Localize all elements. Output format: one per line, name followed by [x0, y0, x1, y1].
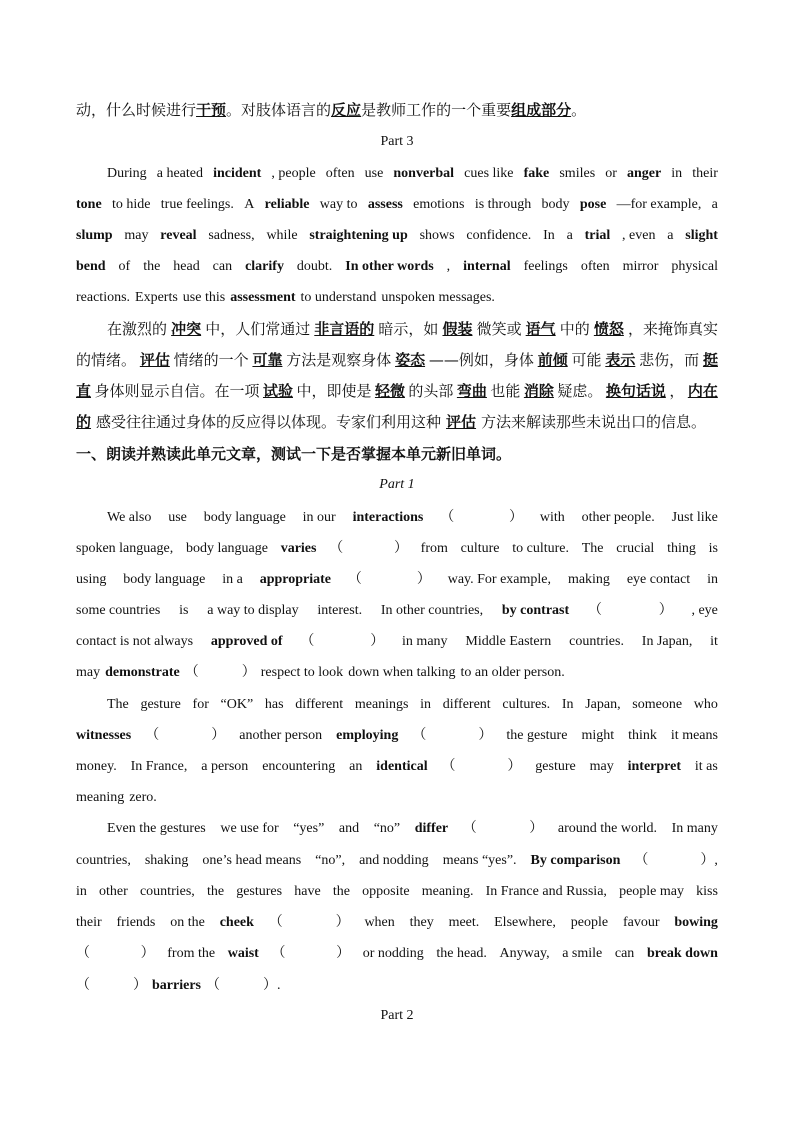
underlined-term: 前倾: [537, 351, 568, 369]
text-run: feelings: [523, 259, 568, 274]
text-run: The: [107, 697, 129, 712]
keyword: barriers: [152, 978, 201, 993]
text-run: 是教师工作的一个重要: [361, 101, 512, 119]
part1-line: [76, 602, 718, 620]
answer-blank-bracket: （: [76, 978, 90, 993]
part1-line: [107, 509, 718, 527]
text-run: a: [711, 197, 718, 212]
keyword: tone: [76, 197, 102, 212]
text-run: use this: [182, 290, 226, 305]
answer-blank-bracket: ）: [507, 759, 522, 774]
part1-line: [76, 727, 718, 745]
underlined-term: 愤怒: [593, 320, 624, 338]
text-run: contact is not always: [76, 634, 194, 649]
text-run: to culture.: [512, 541, 569, 556]
text-run: ,: [446, 259, 451, 274]
part2-title: Part 2: [380, 1008, 414, 1023]
answer-blank-bracket: ）: [335, 915, 350, 930]
keyword: nonverbal: [393, 166, 455, 181]
keyword: assessment: [230, 290, 296, 305]
underlined-term: 评估: [139, 351, 170, 369]
part3-en-line: [76, 289, 718, 307]
text-run: other people.: [581, 510, 655, 525]
underlined-term: 语气: [525, 320, 556, 338]
text-run: 的情绪。: [76, 351, 137, 369]
text-run: gesture: [535, 759, 576, 774]
underlined-term: 弯曲: [456, 382, 487, 400]
answer-blank-bracket: ）: [658, 603, 673, 618]
text-run: “no”,: [315, 853, 346, 868]
underlined-term: 表示: [605, 351, 636, 369]
part3-en-line: [76, 196, 718, 214]
text-run: to an older person.: [460, 665, 565, 680]
text-run: reactions.: [76, 290, 131, 305]
text-run: way to: [319, 197, 358, 212]
text-run: spoken language,: [76, 541, 174, 556]
keyword: anger: [626, 166, 662, 181]
text-run: —for example,: [616, 197, 702, 212]
text-run: in: [420, 697, 432, 712]
text-run: thing: [667, 541, 696, 556]
text-run: 中，即使是: [296, 382, 372, 400]
answer-blank-bracket: ）: [370, 634, 385, 649]
text-run: In many: [671, 821, 718, 836]
answer-blank-bracket: （: [347, 572, 362, 587]
text-run: to hide: [111, 197, 151, 212]
text-run: way. For example,: [447, 572, 552, 587]
text-run: friends: [116, 915, 156, 930]
part1-line: [76, 852, 718, 870]
text-run: a way to display: [207, 603, 299, 618]
keyword: bend: [76, 259, 106, 274]
text-run: is: [179, 603, 189, 618]
underlined-term: 轻微: [374, 382, 405, 400]
text-run: 动，什么时候进行: [76, 101, 197, 119]
text-run: in: [76, 884, 87, 899]
part1-line: [76, 789, 718, 807]
answer-blank-bracket: ）: [393, 541, 408, 556]
text-run: body: [541, 197, 570, 212]
text-run: respect to look: [260, 665, 344, 680]
text-run: 。对肢体语言的: [226, 101, 332, 119]
answer-blank-bracket: （: [634, 853, 649, 868]
text-run: Japan,: [585, 697, 621, 712]
text-run: think: [628, 728, 657, 743]
part3-cn-line: [76, 351, 718, 369]
text-run: eye contact: [626, 572, 691, 587]
text-run: We also: [107, 510, 152, 525]
text-run: body language: [185, 541, 268, 556]
text-run: In France and Russia,: [485, 884, 607, 899]
answer-blank-bracket: （: [440, 510, 455, 525]
text-run: use: [168, 510, 187, 525]
text-run: 的头部: [408, 382, 454, 400]
answer-blank-bracket: （: [329, 541, 344, 556]
text-run: money.: [76, 759, 117, 774]
text-run: people may: [619, 884, 684, 899]
text-run: one’s head means: [202, 853, 302, 868]
underlined-term: 组成部分: [511, 101, 572, 119]
text-run: 微笑或: [476, 320, 522, 338]
keyword: trial: [584, 228, 611, 243]
keyword: appropriate: [259, 572, 332, 587]
text-run: 暗示，如: [378, 320, 439, 338]
text-run: , even: [622, 228, 656, 243]
text-run: sadness,: [208, 228, 255, 243]
underlined-term: 直: [76, 382, 92, 400]
text-run: 情绪的一个: [173, 351, 249, 369]
text-run: in our: [302, 510, 336, 525]
text-run: can: [212, 259, 233, 274]
text-run: on the: [170, 915, 205, 930]
text-run: meanings: [354, 697, 409, 712]
text-run: a: [667, 228, 674, 243]
text-run: gesture: [140, 697, 181, 712]
text-run: to understand: [300, 290, 377, 305]
text-run: head: [173, 259, 200, 274]
keyword: pose: [579, 197, 607, 212]
part3-cn-line: [107, 320, 718, 338]
text-run: a heated: [156, 166, 203, 181]
part3-cn-line: [76, 413, 718, 431]
text-run: shaking: [144, 853, 189, 868]
text-run: or: [605, 166, 617, 181]
answer-blank-bracket: （: [441, 759, 456, 774]
text-run: kiss: [696, 884, 718, 899]
answer-blank-bracket: （: [145, 728, 160, 743]
text-run: ，来掩饰真实: [627, 320, 718, 338]
text-run: using: [76, 572, 107, 587]
text-run: Just like: [671, 510, 718, 525]
text-run: for: [192, 697, 209, 712]
underlined-term: 评估: [446, 413, 477, 431]
text-run: In France,: [130, 759, 188, 774]
text-run: use: [364, 166, 384, 181]
part1-line: [107, 696, 718, 714]
top-chinese-line: [76, 101, 718, 119]
text-run: can: [614, 946, 635, 961]
keyword: reliable: [264, 197, 310, 212]
text-run: meaning: [76, 790, 125, 805]
text-run: a: [566, 228, 573, 243]
keyword: varies: [280, 541, 317, 556]
text-run: of: [118, 259, 131, 274]
part1-line: [76, 977, 718, 995]
text-run: may: [76, 665, 101, 680]
text-run: In other countries,: [380, 603, 484, 618]
text-run: some countries: [76, 603, 161, 618]
answer-blank-bracket: （: [462, 821, 477, 836]
keyword: slight: [685, 228, 718, 243]
text-run: physical: [671, 259, 718, 274]
underlined-term: 反应: [331, 101, 362, 119]
text-run: they: [409, 915, 434, 930]
text-run: a smile: [562, 946, 603, 961]
text-run: “yes”: [293, 821, 325, 836]
text-run: countries.: [569, 634, 624, 649]
underlined-term: 换句话说: [605, 382, 666, 400]
part3-title: Part 3: [380, 134, 414, 149]
text-run: favour: [622, 915, 660, 930]
text-run: from: [420, 541, 448, 556]
text-run: A: [244, 197, 255, 212]
text-run: while: [266, 228, 298, 243]
text-run: in: [671, 166, 683, 181]
text-run: crucial: [616, 541, 655, 556]
text-run: the gesture: [506, 728, 568, 743]
part1-line: [76, 571, 718, 589]
text-run: we use for: [220, 821, 279, 836]
text-run: the: [332, 884, 350, 899]
text-run: is: [708, 541, 718, 556]
text-run: cultures.: [502, 697, 551, 712]
text-run: is through: [474, 197, 532, 212]
text-run: other: [99, 884, 128, 899]
part3-cn-line: [76, 382, 718, 400]
text-run: an: [349, 759, 363, 774]
text-run: body language: [203, 510, 286, 525]
text-run: countries,: [139, 884, 195, 899]
text-run: encountering: [262, 759, 336, 774]
text-run: may: [589, 759, 614, 774]
keyword: straightening up: [309, 228, 408, 243]
answer-blank-bracket: ）: [336, 946, 351, 961]
text-run: countries,: [76, 853, 131, 868]
text-run: true feelings.: [160, 197, 234, 212]
text-run: their: [76, 915, 102, 930]
text-run: “OK”: [220, 697, 254, 712]
text-run: down when talking: [348, 665, 456, 680]
underlined-term: 可靠: [252, 351, 283, 369]
keyword: bowing: [674, 915, 718, 930]
answer-blank-bracket: （: [268, 915, 283, 930]
underlined-term: 内在: [687, 382, 718, 400]
part1-line: [76, 914, 718, 932]
keyword: assess: [367, 197, 403, 212]
keyword: By comparison: [530, 853, 621, 868]
text-run: “no”: [373, 821, 401, 836]
answer-blank-bracket: （: [587, 603, 602, 618]
text-run: 也能: [490, 382, 521, 400]
text-run: body language: [123, 572, 206, 587]
text-run: Anyway,: [499, 946, 550, 961]
text-run: interest.: [317, 603, 363, 618]
answer-blank-bracket: （: [184, 665, 199, 680]
text-run: 方法来解读那些未说出口的信息。: [481, 413, 707, 431]
text-run: 中的: [559, 320, 590, 338]
part1-line: [107, 820, 718, 838]
answer-blank-bracket: ）.: [262, 978, 281, 993]
keyword: In other words: [345, 259, 434, 274]
section1-heading: 一、朗读并熟读此单元文章，测试一下是否掌握本单元新旧单词。: [76, 445, 512, 463]
text-run: different: [442, 697, 491, 712]
part3-en-line: [76, 227, 718, 245]
answer-blank-bracket: （: [300, 634, 315, 649]
part1-line: [76, 664, 718, 682]
text-run: The: [581, 541, 604, 556]
keyword: employing: [336, 728, 399, 743]
keyword: reveal: [160, 228, 197, 243]
keyword: incident: [213, 166, 262, 181]
keyword: break down: [646, 946, 718, 961]
text-run: it as: [694, 759, 718, 774]
answer-blank-bracket: ）: [133, 978, 147, 993]
text-run: around the world.: [557, 821, 658, 836]
text-run: culture: [460, 541, 500, 556]
text-run: , eye: [691, 603, 718, 618]
text-run: 。: [571, 101, 587, 119]
text-run: and: [338, 821, 360, 836]
text-run: 身体则显示自信。在一项: [94, 382, 260, 400]
answer-blank-bracket: ）: [241, 665, 256, 680]
text-run: different: [295, 697, 344, 712]
keyword: by contrast: [501, 603, 570, 618]
text-run: with: [539, 510, 565, 525]
text-run: In: [561, 697, 574, 712]
text-run: someone: [632, 697, 683, 712]
keyword: waist: [227, 946, 259, 961]
answer-blank-bracket: ）: [478, 728, 493, 743]
text-run: 疑虑。: [557, 382, 603, 400]
keyword: cheek: [219, 915, 254, 930]
text-run: cues like: [464, 166, 514, 181]
part1-line: [76, 633, 718, 651]
keyword: clarify: [245, 259, 284, 274]
text-run: who: [693, 697, 718, 712]
keyword: approved of: [210, 634, 283, 649]
answer-blank-bracket: （: [76, 946, 90, 961]
text-run: the: [143, 259, 161, 274]
text-run: the head.: [436, 946, 487, 961]
text-run: might: [581, 728, 615, 743]
answer-blank-bracket: ）: [509, 510, 524, 525]
keyword: slump: [76, 228, 113, 243]
answer-blank-bracket: ）: [140, 946, 155, 961]
text-run: gestures: [236, 884, 283, 899]
part3-en-line: [107, 165, 718, 183]
text-run: ，: [669, 382, 685, 400]
text-run: 中，人们常通过: [205, 320, 311, 338]
keyword: interactions: [352, 510, 424, 525]
text-run: meaning.: [421, 884, 474, 899]
answer-blank-bracket: ）: [416, 572, 431, 587]
answer-blank-bracket: ）,: [700, 853, 718, 868]
text-run: people: [570, 915, 609, 930]
text-run: Experts: [135, 290, 178, 305]
underlined-term: 假装: [442, 320, 473, 338]
text-run: meet.: [448, 915, 480, 930]
text-run: or nodding: [362, 946, 424, 961]
text-run: doubt.: [296, 259, 333, 274]
text-run: zero.: [129, 790, 157, 805]
keyword: interpret: [627, 759, 682, 774]
text-run: shows: [419, 228, 455, 243]
underlined-term: 挺: [702, 351, 718, 369]
text-run: in a: [222, 572, 243, 587]
text-run: has: [264, 697, 284, 712]
part1-line: [76, 883, 718, 901]
text-run: when: [364, 915, 395, 930]
underlined-term: 姿态: [395, 351, 426, 369]
text-run: 感受往往通过身体的反应得以体现。专家们利用这种: [96, 413, 442, 431]
text-run: During: [107, 166, 147, 181]
text-run: , people: [271, 166, 316, 181]
keyword: differ: [414, 821, 449, 836]
underlined-term: 非言语的: [314, 320, 375, 338]
part1-line: [76, 758, 718, 776]
text-run: from the: [167, 946, 216, 961]
text-run: Even the gestures: [107, 821, 206, 836]
text-run: unspoken messages.: [381, 290, 495, 305]
underlined-term: 消除: [523, 382, 554, 400]
answer-blank-bracket: （: [205, 978, 220, 993]
keyword: identical: [376, 759, 428, 774]
text-run: making: [567, 572, 610, 587]
keyword: internal: [463, 259, 511, 274]
text-run: a person: [201, 759, 249, 774]
text-run: and nodding: [359, 853, 429, 868]
text-run: 在激烈的: [107, 320, 168, 338]
text-run: In: [543, 228, 555, 243]
text-run: in: [707, 572, 718, 587]
text-run: Elsewhere,: [494, 915, 556, 930]
answer-blank-bracket: ）: [529, 821, 544, 836]
text-run: 可能: [571, 351, 602, 369]
text-run: Middle Eastern: [465, 634, 552, 649]
part1-title: Part 1: [379, 477, 415, 492]
text-run: the: [206, 884, 225, 899]
answer-blank-bracket: （: [271, 946, 286, 961]
answer-blank-bracket: ）: [211, 728, 226, 743]
underlined-term: 干预: [196, 101, 227, 119]
keyword: witnesses: [76, 728, 132, 743]
text-run: in many: [402, 634, 448, 649]
text-run: their: [692, 166, 718, 181]
underlined-term: 冲突: [171, 320, 202, 338]
underlined-term: 试验: [262, 382, 293, 400]
text-run: 方法是观察身体: [286, 351, 392, 369]
text-run: mirror: [622, 259, 659, 274]
keyword: fake: [523, 166, 550, 181]
text-run: emotions: [413, 197, 465, 212]
part1-line: [76, 945, 718, 963]
answer-blank-bracket: （: [412, 728, 427, 743]
text-run: In Japan,: [641, 634, 693, 649]
text-run: another person: [239, 728, 323, 743]
text-run: have: [294, 884, 321, 899]
text-run: opposite: [362, 884, 410, 899]
text-run: it means: [670, 728, 718, 743]
keyword: demonstrate: [105, 665, 180, 680]
text-run: smiles: [559, 166, 596, 181]
part1-line: [76, 540, 718, 558]
text-run: confidence.: [466, 228, 532, 243]
text-run: may: [124, 228, 149, 243]
part3-en-line: [76, 258, 718, 276]
underlined-term: 的: [76, 413, 92, 431]
text-run: ——例如，身体: [428, 351, 534, 369]
text-run: means “yes”.: [442, 853, 517, 868]
text-run: it: [710, 634, 718, 649]
text-run: 悲伤，而: [639, 351, 700, 369]
text-run: often: [325, 166, 355, 181]
text-run: often: [580, 259, 610, 274]
